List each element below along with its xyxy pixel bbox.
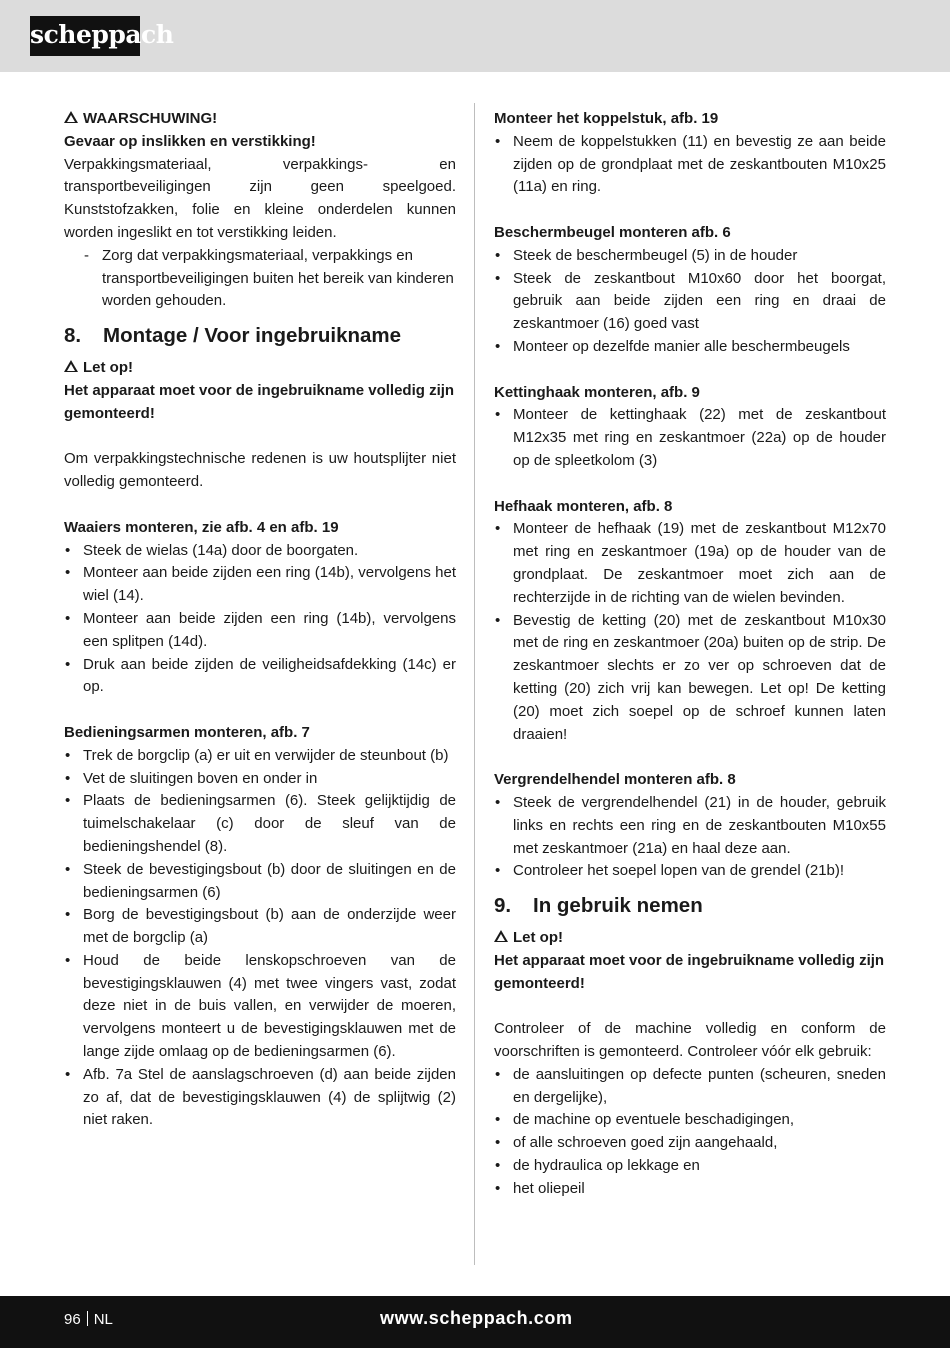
list-item: • de aansluitingen op defecte punten (scheuren, sneden en dergelijke), <box>494 1064 886 1110</box>
list-item: • Steek de beschermbeugel (5) in de houder <box>494 245 886 268</box>
intro-text: Om verpakkingstechnische redenen is uw houtsplijter niet volledig gemonteerd. <box>64 450 456 491</box>
lifthook-list <box>494 518 886 746</box>
list-item: • Controleer het soepel lopen van de grendel (21b)! <box>494 860 886 883</box>
letop-heading: Let op! <box>64 357 456 380</box>
letop-text: Het apparaat moet voor de ingebruikname volledig zijn gemonteerd! <box>64 381 455 422</box>
list-item: • Steek de bevestigingsbout (b) door de sluitingen en de bedieningsarmen (6) <box>64 859 456 905</box>
list-item: • Bevestig de ketting (20) met de zeskantbout M10x30 met de ring en zeskantmoer (20a) buiten op de strip. De zeskantmoer slechts er zo ver op schroeven dat de ketting (20) zich vrij kan bewegen. Let op! De ketting (20) moet zich soepel op de schroef kunnen laten draaien! <box>494 610 886 747</box>
warning-triangle-icon <box>64 360 78 372</box>
page-footer <box>0 1296 950 1348</box>
guard-list <box>494 245 886 359</box>
list-item: • de machine op eventuele beschadigingen, <box>494 1109 886 1132</box>
list-item: • Monteer aan beide zijden een ring (14b), vervolgens het wiel (14). <box>64 562 456 608</box>
check-intro: Controleer of de machine volledig en conform de voorschriften is gemonteerd. Controleer vóór elk gebruik: <box>494 1020 886 1061</box>
section-heading-9: 9. In gebruik nemen <box>494 894 703 918</box>
warning-dash-list <box>64 245 456 313</box>
list-item: • Borg de bevestigingsbout (b) aan de onderzijde weer met de borgclip (a) <box>64 904 456 950</box>
warning-triangle-icon <box>64 111 78 123</box>
list-item: • Druk aan beide zijden de veiligheidsafdekking (14c) er op. <box>64 654 456 700</box>
list-item: • Monteer op dezelfde manier alle beschermbeugels <box>494 336 886 359</box>
lock-heading: Vergrendelhendel monteren afb. 8 <box>494 771 736 789</box>
letop-text: Het apparaat moet voor de ingebruikname volledig zijn gemonteerd! <box>494 951 885 992</box>
warning-subtitle: Gevaar op inslikken en verstikking! <box>64 132 316 150</box>
list-item: • de hydraulica op lekkage en <box>494 1155 886 1178</box>
wheels-list <box>64 540 456 700</box>
list-item: • Steek de wielas (14a) door de boorgaten. <box>64 540 456 563</box>
arms-list <box>64 745 456 1133</box>
warning-text: Verpakkingsmateriaal, verpakkings- en transportbeveiligingen zijn geen speelgoed. Kunststofzakken, folie en kleine onderdelen kunnen worden ingeslikt en tot verstikking leiden. <box>64 155 456 241</box>
warning-triangle-icon <box>494 930 508 942</box>
list-item: • of alle schroeven goed zijn aangehaald, <box>494 1132 886 1155</box>
left-column <box>64 108 456 1132</box>
arms-heading: Bedieningsarmen monteren, afb. 7 <box>64 723 310 741</box>
letop-heading: Let op! <box>494 927 886 950</box>
list-item: • Trek de borgclip (a) er uit en verwijder de steunbout (b) <box>64 745 456 768</box>
list-item: • het oliepeil <box>494 1178 886 1201</box>
list-item: • Monteer aan beide zijden een ring (14b), vervolgens een splitpen (14d). <box>64 608 456 654</box>
chainhook-heading: Kettinghaak monteren, afb. 9 <box>494 383 700 401</box>
coupling-list <box>494 131 886 199</box>
wheels-heading: Waaiers monteren, zie afb. 4 en afb. 19 <box>64 518 339 536</box>
list-item: • Monteer de kettinghaak (22) met de zeskantbout M12x35 met ring en zeskantmoer (22a) op de houder op de spleetkolom (3) <box>494 404 886 472</box>
list-item: • Vet de sluitingen boven en onder in <box>64 768 456 791</box>
check-list <box>494 1064 886 1201</box>
guard-heading: Beschermbeugel monteren afb. 6 <box>494 223 731 241</box>
column-divider <box>474 103 475 1265</box>
coupling-heading: Monteer het koppelstuk, afb. 19 <box>494 110 719 127</box>
warning-heading: WAARSCHUWING! <box>64 108 456 131</box>
list-item: • Steek de zeskantbout M10x60 door het boorgat, gebruik aan beide zijden een ring en draai de zeskantmoer (16) goed vast <box>494 268 886 336</box>
page-header <box>0 0 950 72</box>
list-item: • Neem de koppelstukken (11) en bevestig ze aan beide zijden op de grondplaat met de zeskantbouten M10x25 (11a) en ring. <box>494 131 886 199</box>
list-item: - Zorg dat verpakkingsmateriaal, verpakkings en transportbeveiligingen buiten het bereik van kinderen worden gehouden. <box>102 245 456 313</box>
page-number: 96 NL <box>64 1311 113 1328</box>
website-link[interactable]: www.scheppach.com <box>380 1308 573 1328</box>
list-item: • Plaats de bedieningsarmen (6). Steek gelijktijdig de tuimelschakelaar (c) door de sleuf van de bedieningshendel (8). <box>64 790 456 858</box>
list-item: • Houd de beide lenskopschroeven van de bevestigingsklauwen (4) met twee vingers vast, zodat deze niet in de buis vallen, en verwijder de moeren, vervolgens monteert u de bevestigingsklauwen met de lange zijde omlaag op de bedieningsarmen (6). <box>64 950 456 1064</box>
section-heading-8: 8. Montage / Voor ingebruikname <box>64 324 402 348</box>
lifthook-heading: Hefhaak monteren, afb. 8 <box>494 497 673 515</box>
list-item: • Afb. 7a Stel de aanslagschroeven (d) aan beide zijden zo af, dat de bevestigingsklauwen (4) de splijtwig (2) niet raken. <box>64 1064 456 1132</box>
list-item: • Steek de vergrendelhendel (21) in de houder, gebruik links en rechts een ring en de zeskantbouten M10x55 met zeskantmoer (21a) en haal deze aan. <box>494 792 886 860</box>
right-column <box>494 108 886 1201</box>
brand-logo: scheppach <box>30 16 140 56</box>
chainhook-list <box>494 404 886 472</box>
list-item: • Monteer de hefhaak (19) met de zeskantbout M12x70 met ring en zeskantmoer (19a) op de houder van de grondplaat. De zeskantmoer moet zich aan de rechterzijde in de richting van de wielen bevinden. <box>494 518 886 609</box>
lock-list <box>494 792 886 883</box>
